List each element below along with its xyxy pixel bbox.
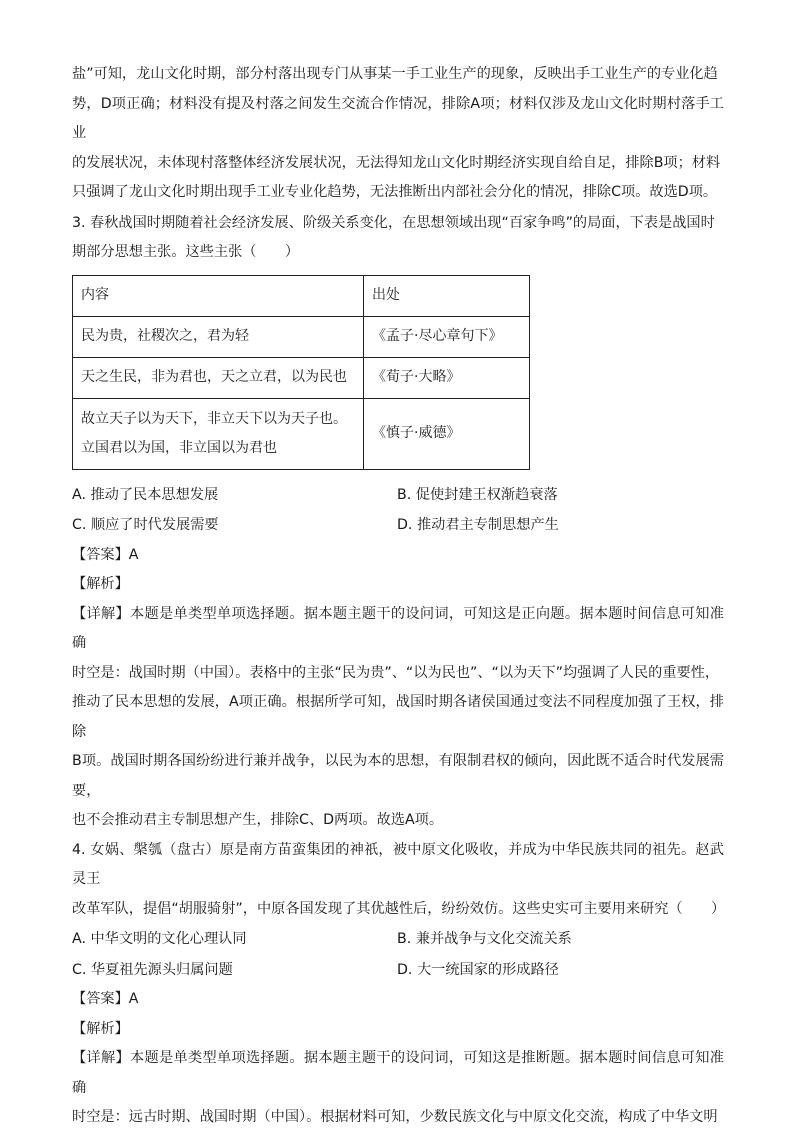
option-c: C. 顺应了时代发展需要 <box>72 517 219 533</box>
question-3 <box>72 209 724 836</box>
question-3-stem: 期部分思想主张。这些主张（ ） <box>72 244 300 260</box>
document-page <box>72 60 724 1133</box>
question-4-options <box>72 924 724 985</box>
table-cell-line: 故立天子以为天下，非立天下以为天子也。 <box>81 410 347 427</box>
table-row <box>73 357 530 398</box>
text-line: 只强调了龙山文化时期出现手工业专业化趋势，无法推断出内部社会分化的情况，排除C项。故选D项。 <box>72 184 718 200</box>
analysis-label: 【解析】 <box>72 576 129 592</box>
option-c: C. 华夏祖先源头归属问题 <box>72 961 233 978</box>
text-line: 的发展状况，未体现村落整体经济发展状况，无法得知龙山文化时期经济实现自给自足，排除B项；材料 <box>72 154 721 171</box>
table-cell: 民为贵，社稷次之，君为轻 <box>73 316 364 357</box>
option-a: A. 推动了民本思想发展 <box>72 486 219 503</box>
table-cell-line: 立国君以为国，非立国以为君也 <box>81 439 277 456</box>
thought-table <box>72 275 530 470</box>
table-cell: 天之生民，非为君也，天之立君，以为民也 <box>73 357 364 398</box>
answer-label: 【答案】A <box>72 546 139 563</box>
table-row <box>73 316 530 357</box>
question-4 <box>72 836 724 1133</box>
table-header: 内容 <box>73 275 364 316</box>
analysis-label: 【解析】 <box>72 1020 129 1037</box>
question-4-stem: 改革军队，提倡“胡服骑射”，中原各国发现了其优越性后，纷纷效仿。这些史实可主要用来研究（ ） <box>72 900 726 917</box>
intro-paragraph <box>72 60 724 208</box>
option-d: D. 大一统国家的形成路径 <box>397 961 559 978</box>
table-cell: 《荀子·大略》 <box>364 357 530 398</box>
table-cell: 《孟子·尽心章句下》 <box>364 316 530 357</box>
table-cell: 《慎子·威德》 <box>364 398 530 469</box>
text-line: 盐”可知，龙山文化时期，部分村落出现专门从事某一手工业生产的现象，反映出手工业生产的专业化趋 <box>72 66 718 82</box>
table-header: 出处 <box>364 275 530 316</box>
option-b: B. 促使封建王权渐趋衰落 <box>397 486 558 503</box>
answer-label: 【答案】A <box>72 991 139 1007</box>
question-4-stem: 4. 女娲、槃瓠（盘古）原是南方苗蛮集团的神祇，被中原文化吸收，并成为中华民族共同的祖先。赵武灵王 <box>72 841 724 887</box>
detail-line: 时空是：战国时期（中国）。表格中的主张“民为贵”、“以为民也”、“以为天下”均强调了人民的重要性， <box>72 664 720 681</box>
detail-line: 也不会推动君主专制思想产生，排除C、D两项。故选A项。 <box>72 812 444 828</box>
table-cell <box>73 398 364 469</box>
option-b: B. 兼并战争与文化交流关系 <box>397 931 572 947</box>
detail-line: B项。战国时期各国纷纷进行兼并战争，以民为本的思想，有限制君权的倾向，因此既不适合时代发展需要， <box>72 753 724 799</box>
option-a: A. 中华文明的文化心理认同 <box>72 931 247 947</box>
table-row <box>73 398 530 469</box>
detail-line: 【详解】本题是单类型单项选择题。据本题主题干的设问词，可知这是推断题。据本题时间信息可知准确 <box>72 1050 724 1096</box>
option-d: D. 推动君主专制思想产生 <box>397 517 559 533</box>
detail-line: 时空是：远古时期、战国时期（中国）。根据材料可知，少数民族文化与中原文化交流，构成了中华文明 <box>72 1109 718 1125</box>
question-3-stem: 3. 春秋战国时期随着社会经济发展、阶级关系变化，在思想领域出现“百家争鸣”的局面，下表是战国时 <box>72 214 715 231</box>
table-header-row <box>73 275 530 316</box>
text-line: 势，D项正确；材料没有提及村落之间发生交流合作情况，排除A项；材料仅涉及龙山文化时期村落手工业 <box>72 95 724 141</box>
question-3-options <box>72 480 724 541</box>
detail-line: 推动了民本思想的发展，A项正确。根据所学可知，战国时期各诸侯国通过变法不同程度加强了王权，排除 <box>72 694 724 740</box>
detail-line: 【详解】本题是单类型单项选择题。据本题主题干的设问词，可知这是正向题。据本题时间信息可知准确 <box>72 605 724 651</box>
